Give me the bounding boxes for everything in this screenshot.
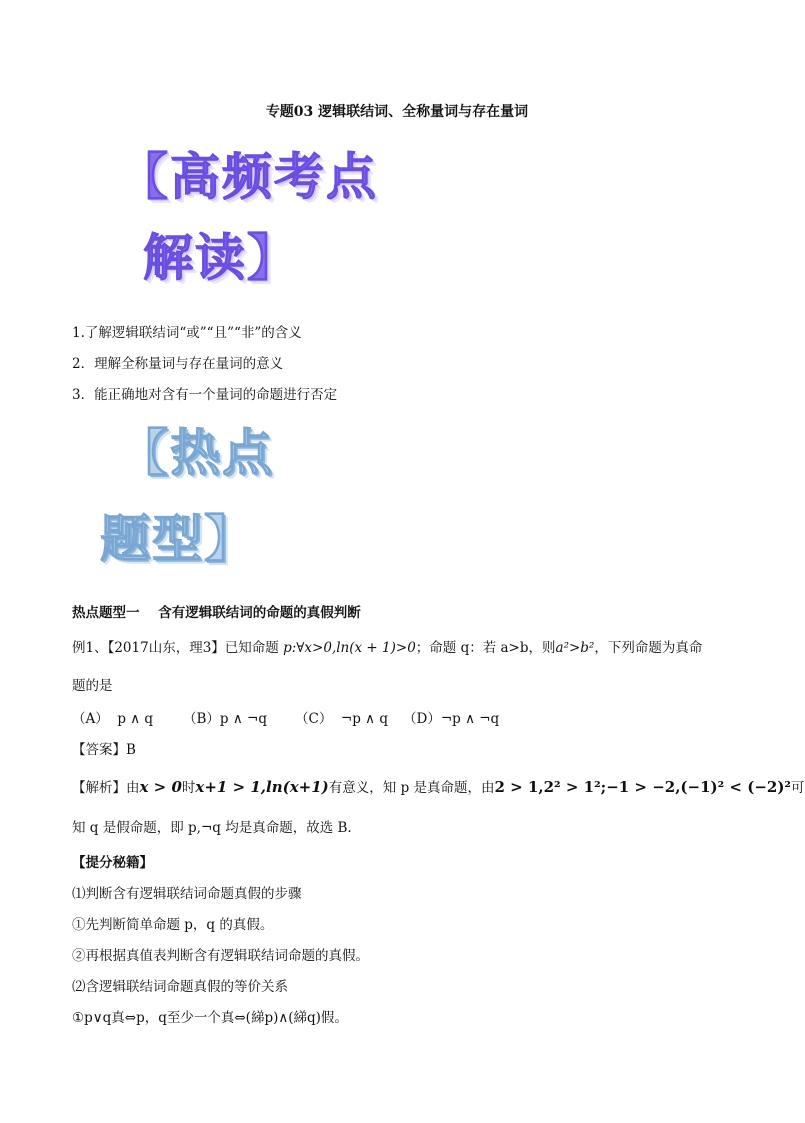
analysis-when: 时 — [181, 780, 196, 796]
answer-label: 【答案】B — [72, 742, 136, 758]
example-suffix: ，下列命题为真命 — [594, 640, 703, 656]
tip-item: ②再根据真值表判断含有逻辑联结词命题的真假。 — [72, 948, 369, 964]
analysis-math-1: x > 0 — [139, 778, 182, 796]
option-d: （D）¬p ∧ ¬q — [403, 711, 500, 727]
tip-item: ①先判断简单命题 p，q 的真假。 — [72, 917, 274, 933]
analysis-line-2: 知 q 是假命题，即 p,¬q 均是真命题，故选 B. — [72, 820, 352, 836]
example-line — [72, 636, 702, 656]
analysis-line-1 — [72, 776, 805, 796]
analysis-end: 可 — [791, 780, 805, 796]
objective-item: 3．能正确地对含有一个量词的命题进行否定 — [72, 387, 338, 403]
example-line-2: 题的是 — [72, 678, 113, 694]
tips-heading: 【提分秘籍】 — [72, 855, 153, 871]
banner-hot-topics-line1: 【高频考点 — [118, 148, 378, 206]
option-b: （B）p ∧ ¬q — [183, 711, 267, 727]
proposition-p: p:∀x>0,ln(x + 1)>0 — [283, 640, 416, 656]
example-prefix: 例1、【2017山东，理3】已知命题 — [72, 640, 279, 656]
section-heading: 热点题型一 含有逻辑联结词的命题的真假判断 — [72, 605, 361, 621]
option-a: （A） p ∧ q — [72, 711, 154, 727]
tip-item: ⑴判断含有逻辑联结词命题真假的步骤 — [72, 886, 302, 902]
analysis-math-3: 2 > 1,2² > 1²;−1 > −2,(−1)² < (−2)² — [494, 778, 791, 796]
analysis-prefix: 【解析】由 — [72, 780, 140, 796]
tip-item: ①p∨q真⇔p，q至少一个真⇔(綈p)∧(綈q)假。 — [72, 1010, 348, 1026]
banner-question-types-line2: 题型】 — [100, 510, 256, 568]
page-title: 专题03 逻辑联结词、全称量词与存在量词 — [265, 104, 529, 120]
proposition-q-formula: a²>b² — [555, 640, 595, 656]
analysis-mid: 有意义，知 p 是真命题，由 — [328, 780, 495, 796]
objective-item: 1.了解逻辑联结词“或”“且”“非”的含义 — [72, 325, 302, 341]
banner-question-types-line1: 【热点 — [118, 424, 274, 482]
objective-item: 2．理解全称量词与存在量词的意义 — [72, 356, 284, 372]
option-c: （C） ¬p ∧ q — [295, 711, 388, 727]
proposition-q-intro: ；命题 q：若 a>b，则 — [415, 640, 556, 656]
tip-item: ⑵含逻辑联结词命题真假的等价关系 — [72, 979, 288, 995]
banner-hot-topics-line2: 解读】 — [143, 229, 299, 287]
analysis-math-2: x+1 > 1,ln(x+1) — [195, 778, 329, 796]
